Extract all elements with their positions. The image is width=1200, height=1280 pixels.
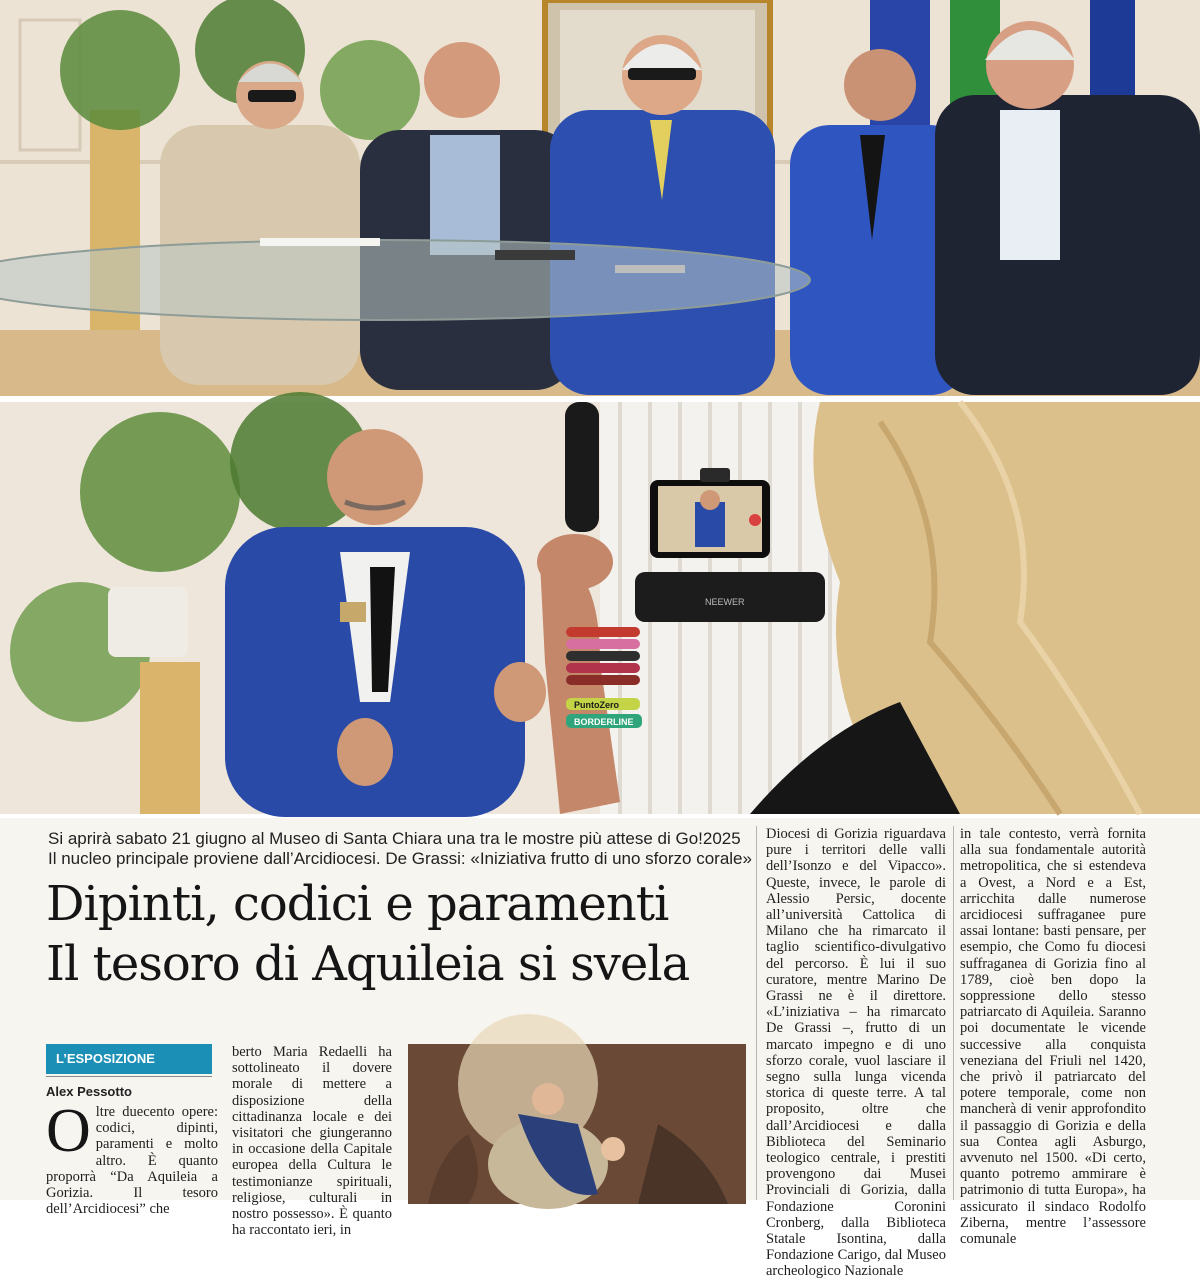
drop-cap: O xyxy=(46,1097,91,1165)
newspaper-clipping xyxy=(0,818,1200,1280)
article-column-3: Diocesi di Gorizia riguardava pure i territori delle valli dell’Isonzo e del Vipacco». Queste, invece, le parole di Alessio Persic, docente all’università Cattolica di Milano che ha rimarcato il taglio scientifico-divulgativo del percorso. È lui il suo curatore, mentre Marino De Grassi ne è il direttore. «L’iniziativa – ha rimarcato De Grassi –, frutto di un marcato impegno e di uno sforzo corale, vuol lasciare il segno sulla lunga vicenda storica di queste terre. A tal proposito, oltre che dall’Arcidiocesi e dalla Biblioteca del Seminario teologico centrale, i prestiti provengono dai Musei Provinciali di Gorizia, dalla Fondazione Coronini Cronberg, dalla Biblioteca Statale Isontina, dalla Fondazione Carigo, dal Museo archeologico Nazionale xyxy=(766,826,946,1280)
tripod-brand-label: NEEWER xyxy=(705,597,745,607)
bracelet-text-1: PuntoZero xyxy=(574,700,619,710)
interview-photo xyxy=(0,402,1200,814)
article-headline-2: Il tesoro di Aquileia si svela xyxy=(46,936,690,992)
section-label: L’ESPOSIZIONE xyxy=(46,1044,212,1074)
article-kicker-2: Il nucleo principale proviene dall’Arcidiocesi. De Grassi: «Iniziativa frutto di uno sforzo corale» xyxy=(48,849,752,868)
interview-illustration xyxy=(0,402,1200,814)
article-headline-1: Dipinti, codici e paramenti xyxy=(46,876,669,932)
column-divider-2 xyxy=(953,826,954,1200)
article-column-4: in tale contesto, verrà fornita alla sua fondamentale autorità metropolitica, che si estendeva a Ovest, a Nord e a Est, arricchita dalle numerose arcidiocesi suffraganee pure assai lontane: basti pensare, per esempio, che Como fu diocesi suffraganea di Gorizia fino al 1789, cioè ben dopo la soppressione dello stesso patriarcato di Aquileia. Saranno poi documentate le vicende successive alla conquista veneziana del Friuli nel 1420, che privò il patriarcato del potere temporale, come non mancherà di venir approfondito il passaggio di Gorizia e della sua Contea agli Asburgo, avvenuto nel 1500. «Di certo, quanto potremo ammirare è patrimonio di tutta Europa», ha assicurato il sindaco Rodolfo Ziberna, mentre l’assessore comunale xyxy=(960,826,1146,1248)
article-lead-column xyxy=(46,1097,218,1218)
press-conference-illustration xyxy=(0,0,1200,396)
article-kicker-1: Si aprirà sabato 21 giugno al Museo di Santa Chiara una tra le mostre più attese di Go!2025 xyxy=(48,829,741,848)
byline-divider xyxy=(46,1076,212,1077)
article-byline: Alex Pessotto xyxy=(46,1084,132,1099)
press-conference-photo xyxy=(0,0,1200,396)
lead-text: ltre duecento opere: codici, dipinti, paramenti e molto altro. È quanto proporrà “Da Aquileia a Gorizia. Il tesoro dell’Arcidiocesi” che xyxy=(46,1104,218,1218)
religious-painting-image xyxy=(408,1044,746,1204)
column-divider-1 xyxy=(756,826,757,1200)
article-column-2: berto Maria Redaelli ha sottolineato il dovere morale di mettere a disposizione della cittadinanza locale e dei visitatori che giungeranno in occasione della Capitale europea della Cultura le testimonianze spirituali, religiose, culturali in nostro possesso». È quanto ha raccontato ieri, in xyxy=(232,1044,392,1239)
bracelet-text-2: BORDERLINE xyxy=(574,717,634,727)
